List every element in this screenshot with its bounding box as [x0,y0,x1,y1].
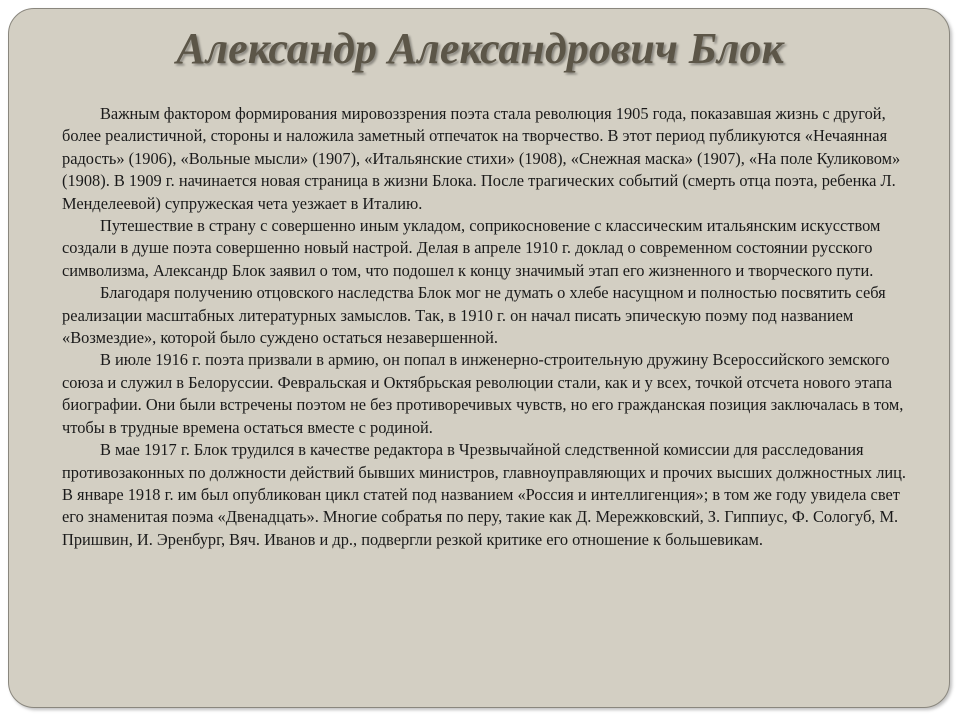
slide-title: Александр Александрович Блок [176,24,784,73]
paragraph-3: Благодаря получению отцовского наследства Блок мог не думать о хлебе насущном и полностью посвятить себя реализации масштабных литературных замыслов. Так, в 1910 г. он начал писать эпическую поэму под названием «Возмездие», которой было суждено остаться незавершенной. [62,283,886,348]
slide-body [62,103,914,551]
paragraph-4: В июле 1916 г. поэта призвали в армию, он попал в инженерно-строительную дружину Всероссийского земского союза и служил в Белоруссии. Февральская и Октябрьская революции стали, как и у всех, точкой отсчета нового этапа биографии. Они были встречены поэтом не без противоречивых чувств, но его гражданская позиция заключалась в том, чтобы в трудные времена остаться вместе с родиной. [62,350,904,437]
paragraph-2: Путешествие в страну с совершенно иным укладом, соприкосновение с классическим итальянским искусством создали в душе поэта совершенно новый настрой. Делая в апреле 1910 г. доклад о современном состоянии русского символизма, Александр Блок заявил о том, что подошел к концу значимый этап его жизненного и творческого пути. [62,216,881,280]
paragraph-5: В мае 1917 г. Блок трудился в качестве редактора в Чрезвычайной следственной комиссии для расследования противозаконных по должности действий бывших министров, главноуправляющих и прочих высших должностных лиц. В январе 1918 г. им был опубликован цикл статей под названием «Россия и интеллигенция»; в том же году увидела свет его знаменитая поэма «Двенадцать». Многие собратья по перу, такие как Д. Мережковский, З. Гиппиус, Ф. Сологуб, М. Пришвин, И. Эренбург, Вяч. Иванов и др., подвергли резкой критике его отношение к большевикам. [62,440,907,549]
paragraph-1: Важным фактором формирования мировоззрения поэта стала революция 1905 года, показавшая жизнь с другой, более реалистичной, стороны и наложила заметный отпечаток на творчество. В этот период публикуются «Нечаянная радость» (1906), «Вольные мысли» (1907), «Итальянские стихи» (1908), «Снежная маска» (1907), «На поле Куликовом» (1908). В 1909 г. начинается новая страница в жизни Блока. После трагических событий (смерть отца поэта, ребенка Л. Менделеевой) супружеская чета уезжает в Италию. [62,104,901,213]
